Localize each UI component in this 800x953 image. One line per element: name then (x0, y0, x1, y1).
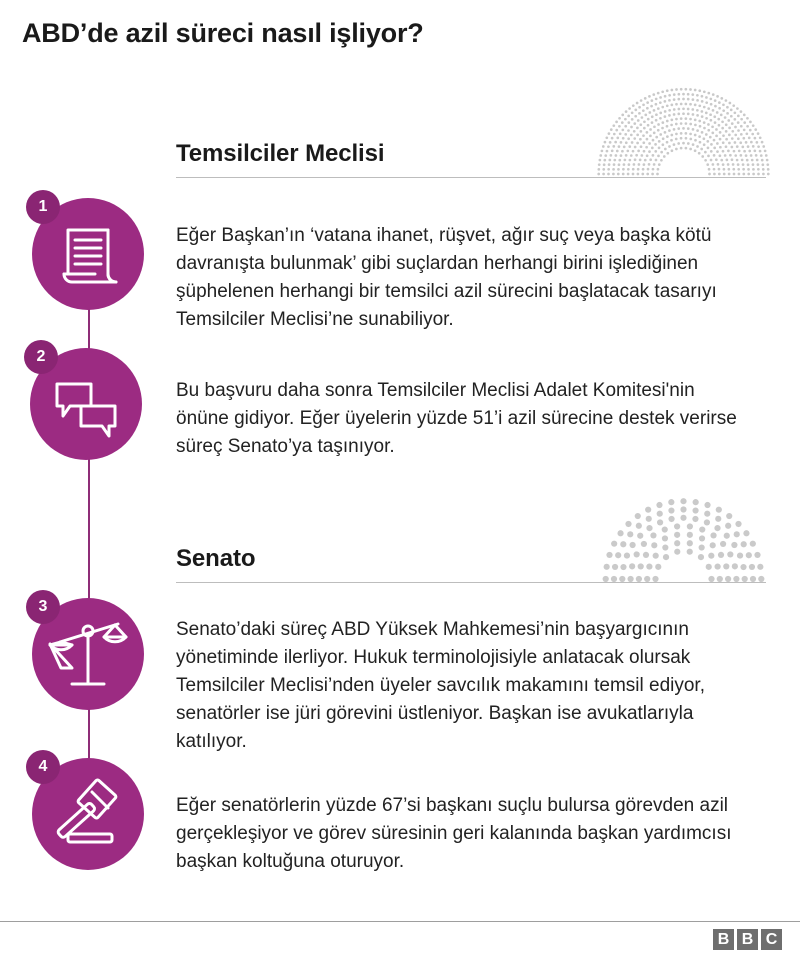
step-4-number: 4 (26, 750, 60, 784)
page-title: ABD’de azil süreci nasıl işliyor? (22, 18, 424, 48)
step-3 (32, 598, 144, 710)
step-2 (30, 348, 142, 460)
step-3-number: 3 (26, 590, 60, 624)
section-divider (176, 177, 766, 178)
paragraph-1: Eğer Başkan’ın ‘vatana ihanet, rüşvet, ağır suç veya başka kötü davranışta bulunmak’ gibi suçlardan herhangi birini işlediğinen şüphelenen herhangi bir temsilci azil sürecini başlatacak tasarıyı Temsilciler Meclisi’ne sunabiliyor. (176, 225, 717, 330)
section-heading-senate (176, 545, 766, 583)
paragraph-4: Eğer senatörlerin yüzde 67’si başkanı suçlu bulursa görevden azil gerçekleşiyor ve görev süresinin geri kalanında başkan yardımcısı başkan koltuğuna oturuyor. (176, 795, 732, 872)
bbc-logo-letter-2: B (737, 929, 758, 950)
footer-divider (0, 921, 800, 922)
section-heading-house (176, 140, 766, 178)
step-1 (32, 198, 144, 310)
paragraph-3: Senato’daki süreç ABD Yüksek Mahkemesi’nin başyargıcının yönetiminde ilerliyor. Hukuk terminolojisiyle anlatacak olursak Temsilciler Meclisi’nden üyeler savcılık makamını temsil ediyor, senatörler ise jüri görevini üstleniyor. Başkan ise avukatlarıyla katılıyor. (176, 619, 705, 752)
section-heading-house-label: Temsilciler Meclisi (176, 140, 385, 167)
section-divider (176, 582, 766, 583)
bbc-logo-letter-1: B (713, 929, 734, 950)
bbc-logo-letter-3: C (761, 929, 782, 950)
step-2-number: 2 (24, 340, 58, 374)
section-heading-senate-label: Senato (176, 545, 256, 572)
paragraph-2: Bu başvuru daha sonra Temsilciler Meclisi Adalet Komitesi'nin önüne gidiyor. Eğer üyelerin yüzde 51’i azil sürecine destek verirse süreç Senato’ya taşınıyor. (176, 380, 737, 457)
bbc-logo (713, 929, 782, 950)
step-1-number: 1 (26, 190, 60, 224)
step-4 (32, 758, 144, 870)
